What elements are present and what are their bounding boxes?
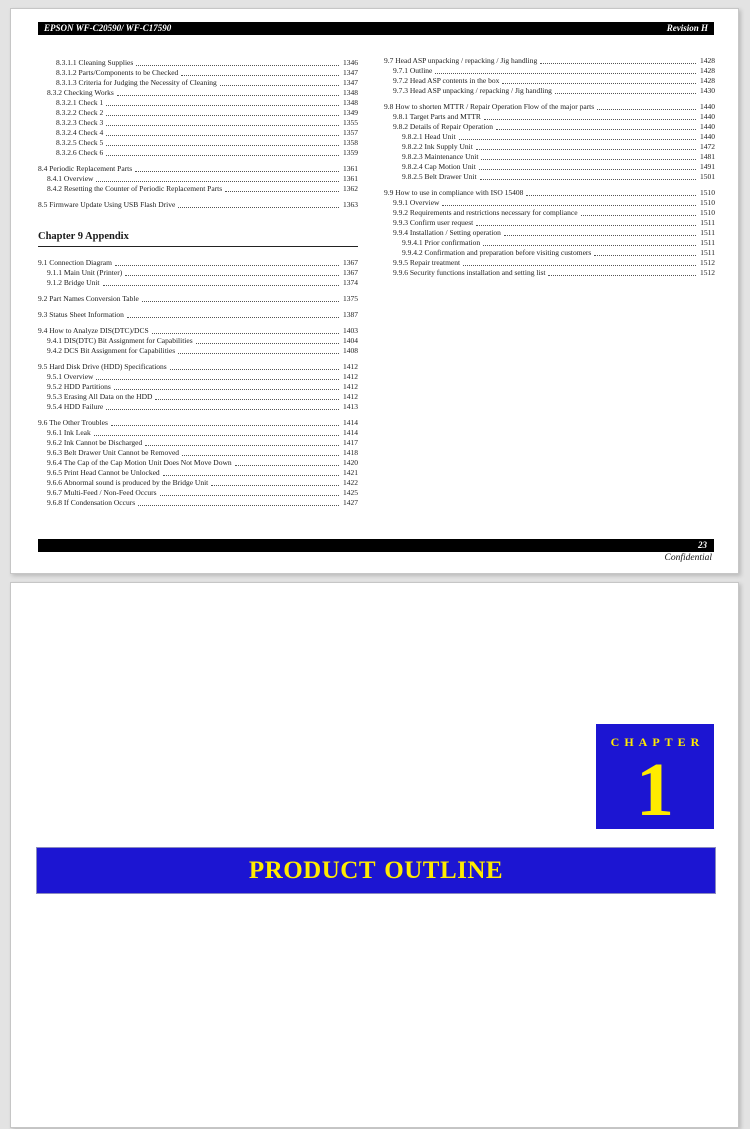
toc-entry-title: 9.2 Part Names Conversion Table [38, 294, 139, 303]
dot-leader [115, 265, 339, 266]
toc-entry-page: 1346 [343, 58, 358, 67]
toc-entry [38, 488, 358, 498]
chapter-label: CHAPTER [610, 735, 705, 749]
dot-leader [479, 169, 696, 170]
toc-entry-page: 1501 [700, 172, 715, 181]
toc-entry-title: 9.6.6 Abnormal sound is produced by the Bridge Unit [47, 478, 209, 487]
toc-entry-page: 1361 [343, 174, 358, 183]
toc-entry [38, 128, 358, 138]
toc-entry-page: 1491 [700, 162, 715, 171]
toc-entry [384, 76, 715, 86]
toc-entry-page: 1349 [343, 108, 358, 117]
toc-entry-page: 1367 [343, 258, 358, 267]
toc-entry-page: 1511 [700, 228, 715, 237]
toc-entry [38, 458, 358, 468]
toc-entry-page: 1512 [700, 268, 715, 277]
toc-entry [384, 172, 715, 182]
toc-entry [384, 268, 715, 278]
toc-entry [38, 428, 358, 438]
dot-leader [581, 215, 696, 216]
toc-entry-page: 1367 [343, 268, 358, 277]
toc-entry-page: 1511 [700, 218, 715, 227]
toc-entry-title: 8.4.2 Resetting the Counter of Periodic Replacement Parts [47, 184, 223, 193]
toc-entry-title: 9.5.3 Erasing All Data on the HDD [47, 392, 153, 401]
toc-entry-title: 9.6.4 The Cap of the Cap Motion Unit Does Not Move Down [47, 458, 232, 467]
toc-entry-page: 1440 [700, 112, 715, 121]
toc-entry-page: 1358 [343, 138, 358, 147]
dot-leader [476, 149, 696, 150]
dot-leader [484, 119, 696, 120]
toc-entry-title: 8.3.2 Checking Works [47, 88, 114, 97]
toc-entry-title: 9.8.2.5 Belt Drawer Unit [402, 172, 477, 181]
toc-entry [384, 238, 715, 248]
toc-entry [38, 58, 358, 68]
dot-leader [480, 179, 696, 180]
toc-entry-title: 9.6.5 Print Head Cannot be Unlocked [47, 468, 160, 477]
toc-entry [38, 68, 358, 78]
toc-entry-title: 8.3.2.3 Check 3 [56, 118, 104, 127]
revision-label: Revision H [666, 23, 708, 33]
dot-leader [155, 399, 339, 400]
toc-entry-title: 9.6.2 Ink Cannot be Discharged [47, 438, 143, 447]
dot-leader [459, 139, 696, 140]
toc-entry [38, 148, 358, 158]
toc-entry-title: 9.6.3 Belt Drawer Unit Cannot be Removed [47, 448, 180, 457]
dot-leader [555, 93, 696, 94]
chapter-title-banner [36, 847, 716, 894]
toc-entry-page: 1412 [343, 372, 358, 381]
toc-entry-page: 1427 [343, 498, 358, 507]
toc-entry [384, 86, 715, 96]
toc-entry-title: 9.9.6 Security functions installation and setting list [393, 268, 546, 277]
toc-entry [38, 78, 358, 88]
dot-leader [106, 125, 339, 126]
toc-entry-page: 1355 [343, 118, 358, 127]
toc-entry-page: 1413 [343, 402, 358, 411]
dot-leader [125, 275, 339, 276]
toc-entry [384, 208, 715, 218]
dot-leader [142, 301, 339, 302]
chapter-number-box [596, 724, 714, 832]
dot-leader [117, 95, 339, 96]
dot-leader [225, 191, 339, 192]
dot-leader [106, 155, 339, 156]
toc-entry-page: 1374 [343, 278, 358, 287]
dot-leader [483, 245, 696, 246]
dot-leader [94, 435, 339, 436]
toc-entry [38, 278, 358, 288]
toc-entry-title: 8.3.1.3 Criteria for Judging the Necessity of Cleaning [56, 78, 217, 87]
toc-entry [384, 122, 715, 132]
dot-leader [504, 235, 696, 236]
dot-leader [594, 255, 696, 256]
toc-entry [384, 218, 715, 228]
dot-leader [181, 75, 339, 76]
toc-entry-title: 9.9.1 Overview [393, 198, 440, 207]
document-title: EPSON WF-C20590/ WF-C17590 [44, 23, 172, 33]
toc-entry-page: 1387 [343, 310, 358, 319]
dot-leader [502, 83, 696, 84]
toc-entry-title: 9.8.1 Target Parts and MTTR [393, 112, 481, 121]
dot-leader [196, 343, 339, 344]
dot-leader [170, 369, 339, 370]
toc-entry-page: 1511 [700, 238, 715, 247]
toc-entry-page: 1414 [343, 418, 358, 427]
toc-column-left [38, 58, 358, 508]
toc-entry-title: 8.3.2.6 Check 6 [56, 148, 104, 157]
toc-entry-page: 1420 [343, 458, 358, 467]
toc-entry-page: 1481 [700, 152, 715, 161]
toc-entry-title: 9.8.2.2 Ink Supply Unit [402, 142, 473, 151]
dot-leader [476, 225, 696, 226]
toc-entry-page: 1425 [343, 488, 358, 497]
toc-entry-title: 9.9.3 Confirm user request [393, 218, 474, 227]
dot-leader [127, 317, 339, 318]
dot-leader [435, 73, 696, 74]
toc-entry-page: 1363 [343, 200, 358, 209]
chapter9-section-heading: Chapter 9 Appendix [38, 231, 358, 247]
toc-entry-title: 8.3.2.5 Check 5 [56, 138, 104, 147]
toc-entry [384, 152, 715, 162]
dot-leader [442, 205, 696, 206]
chapter-title-page [10, 582, 739, 1128]
dot-leader [135, 171, 339, 172]
page-number: 23 [698, 540, 707, 550]
toc-entry-title: 9.9.4.1 Prior confirmation [402, 238, 481, 247]
toc-entry-title: 9.8.2 Details of Repair Operation [393, 122, 493, 131]
toc-entry-page: 1361 [343, 164, 358, 173]
toc-entry-title: 9.4.1 DIS(DTC) Bit Assignment for Capabilities [47, 336, 193, 345]
toc-entry-title: 9.9 How to use in compliance with ISO 15408 [384, 188, 524, 197]
toc-entry-title: 9.7.3 Head ASP unpacking / repacking / Jig handling [393, 86, 552, 95]
toc-entry-page: 1357 [343, 128, 358, 137]
toc-entry-page: 1428 [700, 56, 715, 65]
toc-entry [38, 184, 358, 194]
toc-entry-title: 8.3.2.2 Check 2 [56, 108, 104, 117]
toc-entry-page: 1412 [343, 362, 358, 371]
toc-entry [384, 258, 715, 268]
toc-entry-page: 1510 [700, 208, 715, 217]
toc-entry-page: 1403 [343, 326, 358, 335]
dot-leader [152, 333, 339, 334]
toc-entry [38, 362, 358, 372]
dot-leader [597, 109, 696, 110]
toc-entry-title: 9.1.1 Main Unit (Printer) [47, 268, 123, 277]
toc-entry [38, 392, 358, 402]
toc-entry-page: 1412 [343, 382, 358, 391]
toc-list-chapter8 [38, 58, 358, 210]
dot-leader [114, 389, 339, 390]
dot-leader [235, 465, 339, 466]
toc-entry [384, 188, 715, 198]
toc-entry-title: 9.6.7 Multi-Feed / Non-Feed Occurs [47, 488, 157, 497]
toc-entry-page: 1440 [700, 132, 715, 141]
dot-leader [106, 135, 339, 136]
chapter-number: 1 [636, 748, 674, 832]
toc-entry [38, 200, 358, 210]
toc-entry-title: 8.4 Periodic Replacement Parts [38, 164, 133, 173]
toc-entry-page: 1417 [343, 438, 358, 447]
toc-entry [38, 478, 358, 488]
toc-entry [38, 174, 358, 184]
toc-entry [38, 294, 358, 304]
confidential-label: Confidential [664, 553, 712, 563]
toc-entry-page: 1428 [700, 66, 715, 75]
toc-entry-title: 9.7.2 Head ASP contents in the box [393, 76, 500, 85]
toc-entry [38, 402, 358, 412]
toc-entry-title: 9.9.4 Installation / Setting operation [393, 228, 501, 237]
toc-entry-page: 1440 [700, 102, 715, 111]
toc-entry-title: 8.5 Firmware Update Using USB Flash Drive [38, 200, 176, 209]
toc-entry-title: 9.9.2 Requirements and restrictions necessary for compliance [393, 208, 578, 217]
toc-entry-page: 1347 [343, 68, 358, 77]
toc-entry [38, 498, 358, 508]
toc-entry-title: 9.5 Hard Disk Drive (HDD) Specifications [38, 362, 167, 371]
dot-leader [106, 115, 339, 116]
toc-entry-page: 1422 [343, 478, 358, 487]
toc-entry [384, 56, 715, 66]
dot-leader [106, 105, 339, 106]
dot-leader [145, 445, 339, 446]
toc-page [10, 8, 739, 574]
toc-entry-page: 1510 [700, 198, 715, 207]
toc-entry [384, 228, 715, 238]
toc-entry [384, 142, 715, 152]
toc-entry-page: 1511 [700, 248, 715, 257]
toc-entry [38, 98, 358, 108]
toc-entry-title: 9.1 Connection Diagram [38, 258, 112, 267]
dot-leader [481, 159, 696, 160]
toc-entry-title: 9.8.2.3 Maintenance Unit [402, 152, 479, 161]
toc-entry-page: 1430 [700, 86, 715, 95]
dot-leader [496, 129, 696, 130]
toc-entry-title: 9.6.8 If Condensation Occurs [47, 498, 136, 507]
toc-entry-page: 1404 [343, 336, 358, 345]
toc-entry-page: 1428 [700, 76, 715, 85]
toc-entry-page: 1359 [343, 148, 358, 157]
dot-leader [548, 275, 696, 276]
toc-entry-title: 9.4 How to Analyze DIS(DTC)/DCS [38, 326, 149, 335]
dot-leader [463, 265, 696, 266]
toc-entry-page: 1375 [343, 294, 358, 303]
dot-leader [178, 207, 339, 208]
toc-list-chapter9 [38, 258, 358, 508]
dot-leader [106, 145, 339, 146]
toc-entry-title: 9.6.1 Ink Leak [47, 428, 91, 437]
toc-list-chapter9-cont [384, 56, 715, 278]
toc-entry [38, 258, 358, 268]
toc-entry-title: 9.7 Head ASP unpacking / repacking / Jig handling [384, 56, 538, 65]
toc-entry [38, 382, 358, 392]
toc-entry-title: 9.3 Status Sheet Information [38, 310, 124, 319]
toc-entry [38, 88, 358, 98]
dot-leader [96, 181, 339, 182]
toc-entry-title: 9.5.1 Overview [47, 372, 94, 381]
toc-entry [38, 268, 358, 278]
toc-entry [384, 162, 715, 172]
toc-entry-page: 1412 [343, 392, 358, 401]
dot-leader [211, 485, 339, 486]
dot-leader [160, 495, 339, 496]
toc-entry [38, 138, 358, 148]
toc-entry-title: 9.4.2 DCS Bit Assignment for Capabilities [47, 346, 176, 355]
toc-entry [38, 118, 358, 128]
toc-entry [38, 372, 358, 382]
toc-entry-title: 9.8.2.4 Cap Motion Unit [402, 162, 476, 171]
dot-leader [220, 85, 339, 86]
page-header-bar [38, 22, 714, 35]
toc-entry [384, 132, 715, 142]
toc-entry [38, 164, 358, 174]
toc-entry-title: 8.3.2.4 Check 4 [56, 128, 104, 137]
toc-entry-title: 8.3.2.1 Check 1 [56, 98, 104, 107]
toc-entry-title: 9.8.2.1 Head Unit [402, 132, 456, 141]
dot-leader [540, 63, 696, 64]
toc-entry [384, 112, 715, 122]
toc-entry [38, 326, 358, 336]
toc-entry-title: 9.9.5 Repair treatment [393, 258, 461, 267]
dot-leader [182, 455, 339, 456]
page-footer-bar [38, 539, 714, 552]
toc-entry-page: 1408 [343, 346, 358, 355]
toc-entry [38, 438, 358, 448]
toc-entry-page: 1510 [700, 188, 715, 197]
toc-entry [384, 198, 715, 208]
toc-entry [384, 102, 715, 112]
toc-entry-title: 9.6 The Other Troubles [38, 418, 108, 427]
toc-entry-page: 1348 [343, 88, 358, 97]
dot-leader [138, 505, 339, 506]
toc-entry-title: 9.5.4 HDD Failure [47, 402, 104, 411]
toc-entry [38, 336, 358, 346]
dot-leader [111, 425, 339, 426]
toc-entry [38, 418, 358, 428]
toc-entry-page: 1348 [343, 98, 358, 107]
toc-entry [38, 448, 358, 458]
toc-entry [384, 66, 715, 76]
toc-entry-page: 1421 [343, 468, 358, 477]
dot-leader [106, 409, 339, 410]
toc-entry [38, 108, 358, 118]
toc-entry-title: 9.1.2 Bridge Unit [47, 278, 100, 287]
toc-entry [38, 310, 358, 320]
toc-entry-title: 9.9.4.2 Confirmation and preparation before visiting customers [402, 248, 592, 257]
toc-entry-title: 9.8 How to shorten MTTR / Repair Operation Flow of the major parts [384, 102, 595, 111]
chapter-title: PRODUCT OUTLINE [248, 856, 504, 884]
toc-entry-page: 1362 [343, 184, 358, 193]
dot-leader [526, 195, 696, 196]
dot-leader [103, 285, 340, 286]
toc-entry-title: 8.3.1.2 Parts/Components to be Checked [56, 68, 179, 77]
toc-entry-page: 1418 [343, 448, 358, 457]
toc-entry-page: 1440 [700, 122, 715, 131]
toc-column-right [384, 56, 715, 278]
dot-leader [163, 475, 339, 476]
toc-entry [384, 248, 715, 258]
toc-entry [38, 346, 358, 356]
toc-entry-title: 9.7.1 Outline [393, 66, 433, 75]
dot-leader [136, 65, 339, 66]
toc-entry-title: 9.5.2 HDD Partitions [47, 382, 111, 391]
toc-entry-page: 1472 [700, 142, 715, 151]
dot-leader [178, 353, 339, 354]
toc-entry [38, 468, 358, 478]
dot-leader [96, 379, 339, 380]
toc-entry-page: 1512 [700, 258, 715, 267]
toc-entry-page: 1347 [343, 78, 358, 87]
toc-entry-page: 1414 [343, 428, 358, 437]
toc-entry-title: 8.3.1.1 Cleaning Supplies [56, 58, 134, 67]
toc-entry-title: 8.4.1 Overview [47, 174, 94, 183]
